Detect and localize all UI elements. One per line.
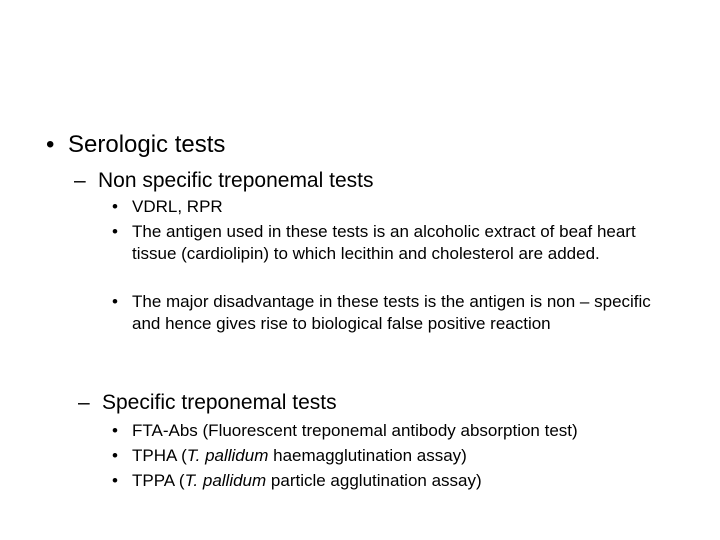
- dash-glyph: –: [78, 391, 90, 414]
- list-item-text: [132, 470, 482, 492]
- subheading-nonspecific: [74, 168, 373, 194]
- list-item: [112, 470, 482, 492]
- list-item-text: VDRL, RPR: [132, 197, 223, 216]
- list-item-text: The antigen used in these tests is an alcoholic extract of beaf heart tissue (cardiolipin) to which lecithin and cholesterol are added.: [132, 222, 636, 263]
- subheading-specific: [78, 390, 337, 416]
- heading-text: Serologic tests: [68, 131, 226, 158]
- text-italic: T. pallidum: [186, 446, 269, 465]
- nonspecific-title: Non specific treponemal tests: [98, 169, 374, 192]
- specific-title: Specific treponemal tests: [102, 391, 337, 414]
- bullet-glyph: •: [112, 222, 118, 241]
- heading-serologic-tests: [46, 130, 225, 160]
- bullet-glyph: •: [112, 471, 118, 490]
- list-item-text: [132, 445, 467, 467]
- list-item: [112, 221, 682, 265]
- bullet-glyph: •: [112, 197, 118, 216]
- list-item: [112, 420, 578, 442]
- text-after: haemagglutination assay): [268, 446, 467, 465]
- list-item-text: [132, 420, 578, 442]
- text-after: particle agglutination assay): [266, 471, 482, 490]
- bullet-glyph: •: [112, 446, 118, 465]
- text-before: TPPA (: [132, 471, 185, 490]
- bullet-glyph: •: [112, 292, 118, 311]
- list-item: [112, 291, 682, 335]
- list-item: [112, 196, 223, 218]
- bullet-glyph: •: [46, 131, 55, 158]
- list-item: [112, 445, 467, 467]
- bullet-glyph: •: [112, 421, 118, 440]
- text-before: FTA-Abs (Fluorescent treponemal antibody absorption test): [132, 421, 578, 440]
- dash-glyph: –: [74, 169, 86, 192]
- text-before: TPHA (: [132, 446, 187, 465]
- text-italic: T. pallidum: [184, 471, 267, 490]
- list-item-text: The major disadvantage in these tests is the antigen is non – specific and hence gives rise to biological false positive reaction: [132, 292, 651, 333]
